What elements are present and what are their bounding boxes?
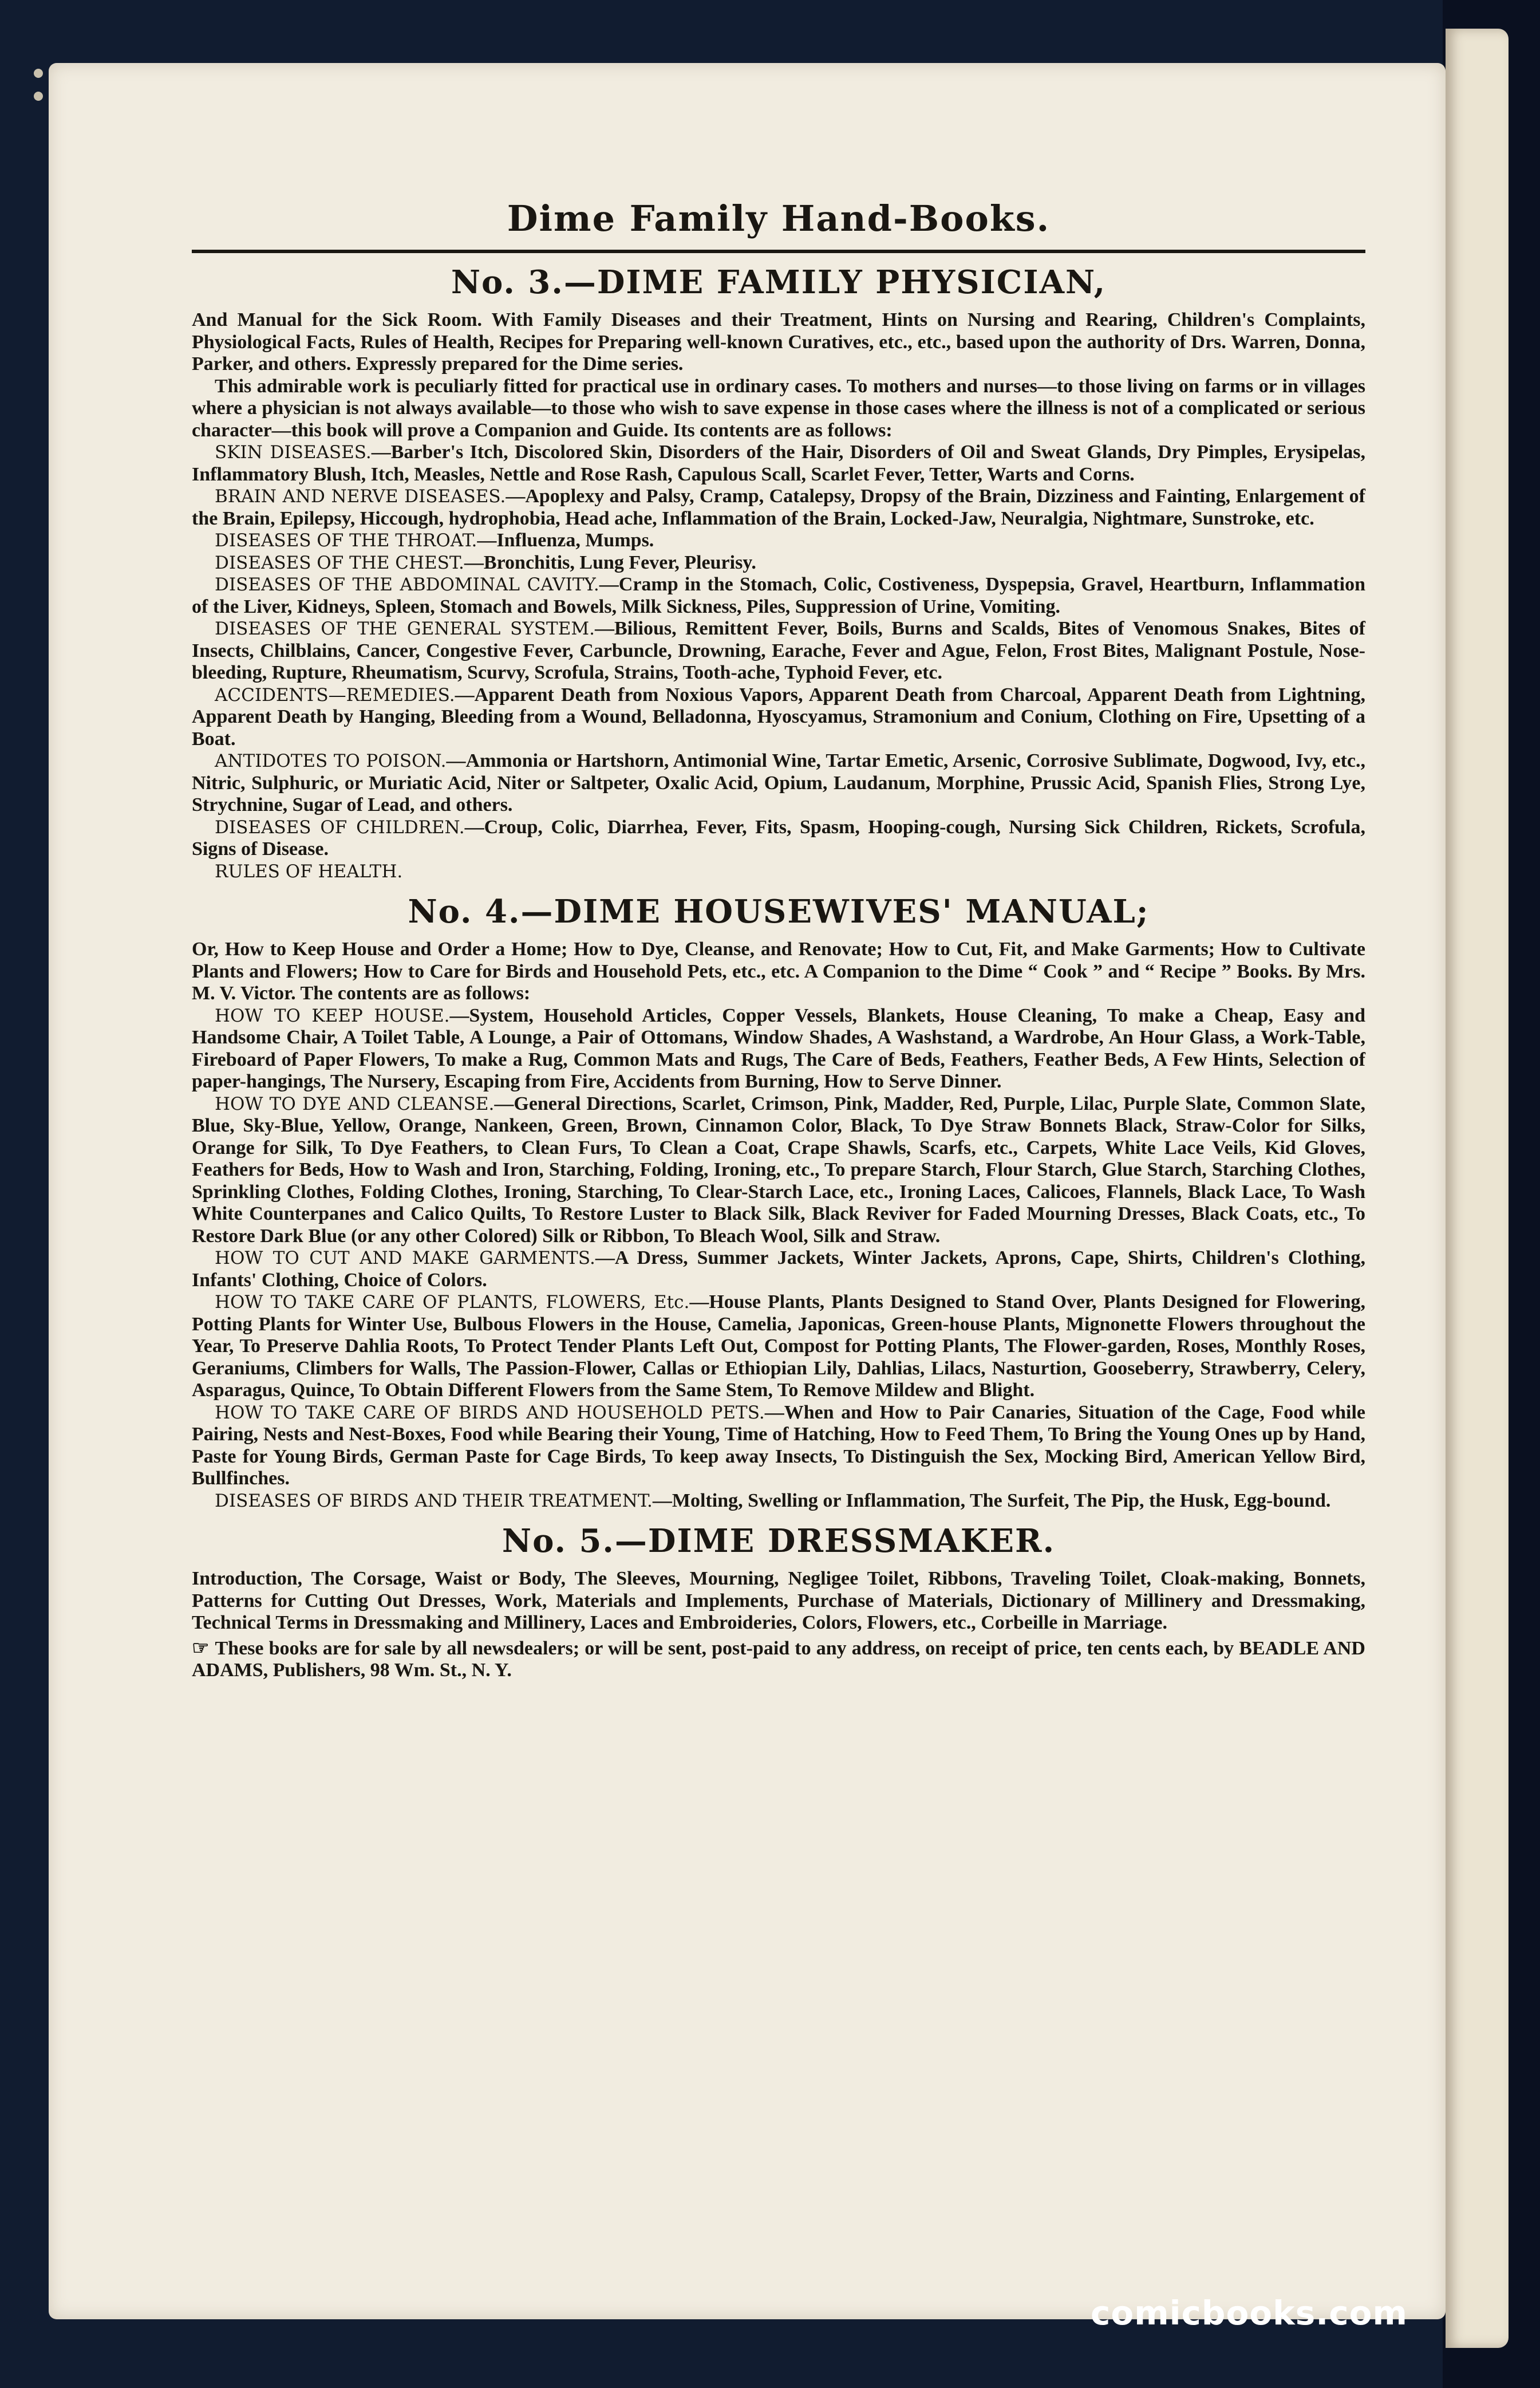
- paragraph-text: —House Plants, Plants Designed to Stand Over, Plants Designed for Flowering, Potting Plants for Winter Use, Bulbous Flowers in the House, Camelia, Japonicas, Green-house Plants, Mignonette Flowers throughout the Year, To Preserve Dahlia Roots, To Protect Tender Plants Left Out, Compost for Potting Plants, The Flower-garden, Roses, Monthly Roses, Geraniums, Climbers for Walls, The Passion-Flower, Callas or Ethiopian Lily, Dahlias, Lilacs, Nasturtion, Gooseberry, Strawberry, Celery, Asparagus, Quince, To Obtain Different Flowers from the Same Stem, To Remove Mildew and Blight.: [192, 1291, 1365, 1401]
- paragraph-heading: DISEASES OF CHILDREN.: [215, 817, 465, 838]
- binding-mark: [34, 69, 43, 78]
- section-paragraph: [192, 574, 1365, 618]
- section-paragraph: [192, 1291, 1365, 1402]
- paragraph-heading: HOW TO KEEP HOUSE.: [215, 1005, 450, 1026]
- running-head: Dime Family Hand-Books.: [507, 198, 1051, 239]
- paragraph-heading: ANTIDOTES TO POISON.: [215, 751, 447, 771]
- section-paragraph: [192, 1093, 1365, 1248]
- paragraph-text: —Cramp in the Stomach, Colic, Costiveness, Dyspepsia, Gravel, Heartburn, Inflammation of the Liver, Kidneys, Spleen, Stomach and Bowels, Milk Sickness, Piles, Suppression of Urine, Vomiting.: [192, 574, 1365, 617]
- paragraph-text: —System, Household Articles, Copper Vessels, Blankets, House Cleaning, To make a Cheap, Easy and Handsome Chair, A Toilet Table, A Lounge, a Pair of Ottomans, Window Shades, A Washstand, a Wardrobe, An Hour Glass, a Work-Table, Fireboard of Paper Flowers, To make a Rug, Common Mats and Rugs, The Care of Beds, Feathers, Feather Beds, A Few Hints, Selection of paper-hangings, The Nursery, Escaping from Fire, Accidents from Burning, How to Serve Dinner.: [192, 1004, 1365, 1092]
- paragraph-text: —Bronchitis, Lung Fever, Pleurisy.: [464, 551, 756, 573]
- paragraph-text: —A Dress, Summer Jackets, Winter Jackets, Aprons, Cape, Shirts, Children's Clothing, Infants' Clothing, Choice of Colors.: [192, 1247, 1365, 1291]
- section-paragraph: [192, 618, 1365, 684]
- section-title: No. 5.—DIME DRESSMAKER.: [502, 1522, 1056, 1560]
- paragraph-text: —General Directions, Scarlet, Crimson, Pink, Madder, Red, Purple, Lilac, Purple Slate, Common Slate, Blue, Sky-Blue, Yellow, Orange, Nankeen, Green, Brown, Cinnamon Color, Black, To Dye Straw Bonnets Black, Straw-Color for Silks, Orange for Silk, To Dye Feathers, to Clean Furs, To Clean a Coat, Crape Shawls, Scarfs, etc., Carpets, White Lace Veils, Kid Gloves, Feathers for Beds, How to Wash and Iron, Starching, Folding, Ironing, etc., To prepare Starch, Flour Starch, Glue Starch, Starching Clothes, Sprinkling Clothes, Folding Clothes, Ironing, Starching, To Clear-Starch Lace, etc., Ironing Laces, Calicoes, Flannels, Black Lace, To Wash White Counterpanes and Calico Quilts, To Restore Luster to Black Silk, Black Reviver for Faded Mourning Dresses, Black Coats, etc., To Restore Dark Blue (or any other Colored) Silk or Ribbon, To Bleach Wool, Silk and Straw.: [192, 1093, 1365, 1247]
- section-paragraph: [192, 530, 1365, 552]
- section-paragraph: [192, 552, 1365, 574]
- section-paragraph: [192, 1490, 1365, 1512]
- paragraph-text: —Molting, Swelling or Inflammation, The Surfeit, The Pip, the Husk, Egg-bound.: [652, 1489, 1331, 1511]
- binding-mark: [34, 92, 43, 101]
- paragraph-heading: DISEASES OF THE THROAT.: [215, 530, 477, 551]
- section-paragraph: [192, 1568, 1365, 1634]
- watermark: comicbooks.com: [1091, 2294, 1408, 2332]
- paragraph-heading: HOW TO DYE AND CLEANSE.: [215, 1093, 495, 1114]
- next-page-edge: [1446, 29, 1509, 2348]
- footer-text: These books are for sale by all newsdealers; or will be sent, post-paid to any address, on receipt of price, ten cents each, by BEADLE AND ADAMS, Publishers, 98 Wm. St., N. Y.: [192, 1637, 1365, 1681]
- paragraph-heading: DISEASES OF THE ABDOMINAL CAVITY.: [215, 574, 599, 595]
- section-paragraph: [192, 861, 1365, 883]
- pointing-hand-icon: ☞: [192, 1637, 210, 1659]
- paragraph-heading: HOW TO CUT AND MAKE GARMENTS.: [215, 1248, 595, 1268]
- section-paragraph: [192, 1247, 1365, 1291]
- section-title: No. 4.—DIME HOUSEWIVES' MANUAL;: [408, 893, 1150, 931]
- section-paragraph: [192, 486, 1365, 530]
- paragraph-heading: DISEASES OF BIRDS AND THEIR TREATMENT.: [215, 1490, 653, 1511]
- sections: [192, 263, 1365, 1634]
- paragraph-text: —Croup, Colic, Diarrhea, Fever, Fits, Spasm, Hooping-cough, Nursing Sick Children, Rickets, Scrofula, Signs of Disease.: [192, 816, 1365, 860]
- section-title: No. 3.—DIME FAMILY PHYSICIAN,: [451, 263, 1107, 301]
- paragraph-heading: ACCIDENTS—REMEDIES.: [215, 684, 455, 706]
- section-paragraph: [192, 684, 1365, 751]
- section-paragraph: [192, 750, 1365, 817]
- paragraph-text: —When and How to Pair Canaries, Situation of the Cage, Food while Pairing, Nests and Nest-Boxes, Food while Bearing their Young, Time of Hatching, How to Feed Them, To Bring the Young Ones up by Hand, Paste for Young Birds, German Paste for Cage Birds, To keep away Insects, To Distinguish the Sex, Mocking Bird, American Yellow Bird, Bullfinches.: [192, 1401, 1365, 1489]
- paragraph-heading: DISEASES OF THE GENERAL SYSTEM.: [215, 618, 595, 639]
- section-paragraph: [192, 1005, 1365, 1093]
- paragraph-heading: HOW TO TAKE CARE OF BIRDS AND HOUSEHOLD PETS.: [215, 1402, 765, 1423]
- paragraph-text: —Barber's Itch, Discolored Skin, Disorders of the Hair, Disorders of Oil and Sweat Glands, Dry Pimples, Erysipelas, Inflammatory Blush, Itch, Measles, Nettle and Rose Rash, Capulous Scall, Scarlet Fever, Tetter, Warts and Corns.: [192, 442, 1365, 485]
- header-rule: [192, 250, 1365, 253]
- paragraph-text: Introduction, The Corsage, Waist or Body, The Sleeves, Mourning, Negligee Toilet, Ribbons, Traveling Toilet, Cloak-making, Bonnets, Patterns for Cutting Out Dresses, Work, Materials and Implements, Purchase of Materials, Dictionary of Millinery and Dressmaking, Technical Terms in Dressmaking and Millinery, Laces and Embroideries, Colors, Flowers, etc., Corbeille in Marriage.: [192, 1568, 1365, 1633]
- section-paragraph: [192, 817, 1365, 861]
- section-paragraph: [192, 442, 1365, 486]
- paragraph-heading: DISEASES OF THE CHEST.: [215, 552, 464, 573]
- paragraph-text: This admirable work is peculiarly fitted for practical use in ordinary cases. To mothers and nurses—to those living on farms or in villages where a physician is not always available—to those who wish to save expense in those cases where the illness is not of a complicated or serious character—this book will prove a Companion and Guide. Its contents are as follows:: [192, 375, 1365, 441]
- footer-note: [192, 1638, 1365, 1682]
- page-content: [192, 198, 1365, 1682]
- section-paragraph: [192, 1402, 1365, 1490]
- paragraph-heading: SKIN DISEASES.: [215, 442, 372, 463]
- paragraph-heading: HOW TO TAKE CARE OF PLANTS, FLOWERS, Etc.: [215, 1292, 690, 1313]
- section-paragraph: [192, 939, 1365, 1005]
- paragraph-text: —Apparent Death from Noxious Vapors, Apparent Death from Charcoal, Apparent Death from Lightning, Apparent Death by Hanging, Bleeding from a Wound, Belladonna, Hyoscyamus, Stramonium and Conium, Clothing on Fire, Upsetting of a Boat.: [192, 684, 1365, 750]
- paragraph-text: —Apoplexy and Palsy, Cramp, Catalepsy, Dropsy of the Brain, Dizziness and Fainting, Enlargement of the Brain, Epilepsy, Hiccough, hydrophobia, Head ache, Inflammation of the Brain, Locked-Jaw, Neuralgia, Nightmare, Sunstroke, etc.: [192, 486, 1365, 529]
- paragraph-text: Or, How to Keep House and Order a Home; How to Dye, Cleanse, and Renovate; How to Cut, Fit, and Make Garments; How to Cultivate Plants and Flowers; How to Care for Birds and Household Pets, etc., etc. A Companion to the Dime “ Cook ” and “ Recipe ” Books. By Mrs. M. V. Victor. The contents are as follows:: [192, 939, 1365, 1004]
- paragraph-text: And Manual for the Sick Room. With Family Diseases and their Treatment, Hints on Nursing and Rearing, Children's Complaints, Physiological Facts, Rules of Health, Recipes for Preparing well-known Curatives, etc., etc., based upon the authority of Drs. Warren, Donna, Parker, and others. Expressly prepared for the Dime series.: [192, 309, 1365, 375]
- paragraph-text: —Ammonia or Hartshorn, Antimonial Wine, Tartar Emetic, Arsenic, Corrosive Sublimate, Dogwood, Ivy, etc., Nitric, Sulphuric, or Muriatic Acid, Niter or Saltpeter, Oxalic Acid, Opium, Laudanum, Morphine, Prussic Acid, Spanish Flies, Strong Lye, Strychnine, Sugar of Lead, and others.: [192, 750, 1365, 815]
- paragraph-heading: BRAIN AND NERVE DISEASES.: [215, 486, 506, 507]
- paragraph-heading: RULES OF HEALTH.: [215, 861, 403, 882]
- section-paragraph: [192, 309, 1365, 376]
- section-paragraph: [192, 376, 1365, 442]
- paragraph-text: —Bilious, Remittent Fever, Boils, Burns and Scalds, Bites of Venomous Snakes, Bites of Insects, Chilblains, Cancer, Congestive Fever, Carbuncle, Drowning, Earache, Fever and Ague, Felon, Frost Bites, Malignant Postule, Nose-bleeding, Rupture, Rheumatism, Scurvy, Scrofula, Strains, Tooth-ache, Typhoid Fever, etc.: [192, 618, 1365, 683]
- paragraph-text: —Influenza, Mumps.: [477, 530, 654, 551]
